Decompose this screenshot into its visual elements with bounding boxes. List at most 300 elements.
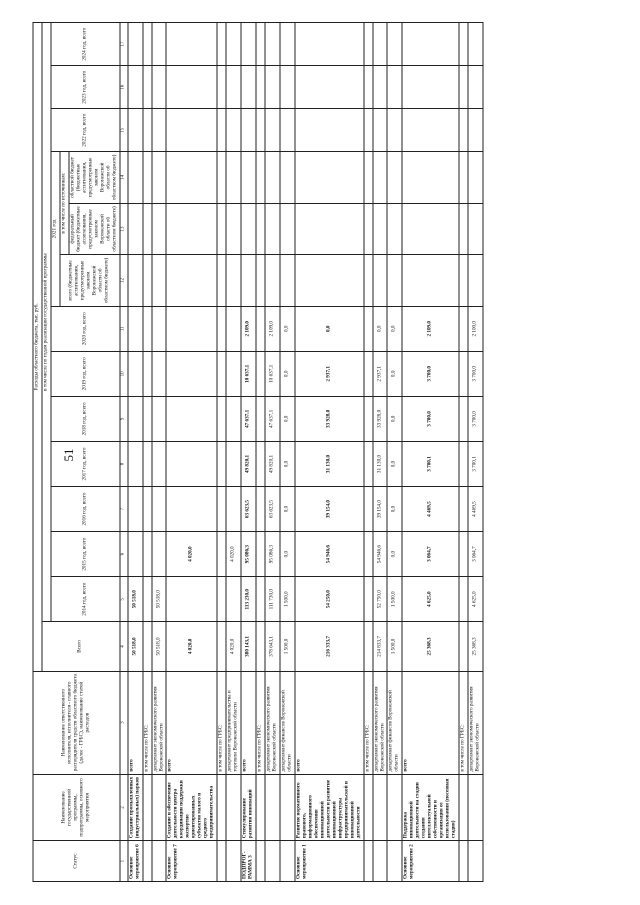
value-cell: 4 625,0: [402, 577, 459, 622]
value-cell: [217, 255, 226, 307]
status-cell: [152, 841, 167, 882]
value-cell: [152, 487, 167, 532]
value-cell: [373, 152, 388, 204]
value-cell: [295, 23, 364, 66]
status-cell: [468, 841, 483, 882]
value-cell: [241, 203, 256, 255]
value-cell: [256, 23, 265, 66]
value-cell: 2 100,0: [468, 306, 483, 351]
value-cell: [459, 577, 468, 622]
value-cell: 47 637,1: [265, 396, 280, 441]
value-cell: [280, 255, 295, 307]
value-cell: 0,0: [280, 306, 295, 351]
value-cell: 0,0: [387, 441, 402, 486]
column-number: 5: [120, 577, 128, 622]
value-cell: [143, 23, 152, 66]
value-cell: [217, 66, 226, 109]
value-cell: 0,0: [280, 351, 295, 396]
value-cell: [128, 441, 143, 486]
value-cell: 39 154,0: [295, 487, 364, 532]
value-cell: [256, 396, 265, 441]
value-cell: 0,0: [387, 396, 402, 441]
status-cell: Основное мероприятие 1: [295, 841, 364, 882]
column-number: 6: [120, 532, 128, 577]
status-cell: Основное мероприятие 6: [128, 841, 143, 882]
value-cell: [256, 203, 265, 255]
table-row: [373, 23, 388, 882]
table-row: [226, 23, 241, 882]
executor-cell: всего: [295, 671, 364, 774]
value-cell: 4 625,0: [468, 577, 483, 622]
value-cell: 2 109,0: [241, 306, 256, 351]
value-cell: [143, 577, 152, 622]
status-cell: [387, 841, 402, 882]
header-2022: 2022 год, всего: [51, 109, 120, 152]
value-cell: [373, 203, 388, 255]
value-cell: [143, 109, 152, 152]
executor-cell: в том числе по ГРБС:: [256, 671, 265, 774]
name-cell: [364, 774, 373, 841]
value-cell: [295, 109, 364, 152]
value-cell: [152, 532, 167, 577]
value-cell: 0,0: [387, 351, 402, 396]
value-cell: [256, 487, 265, 532]
value-cell: 50 518,0: [152, 622, 167, 671]
value-cell: 49 820,1: [241, 441, 256, 486]
table-row: [459, 23, 468, 882]
value-cell: [459, 532, 468, 577]
value-cell: [143, 66, 152, 109]
status-cell: Основное мероприятие 7: [166, 841, 217, 882]
value-cell: [295, 203, 364, 255]
value-cell: [265, 66, 280, 109]
header-2023: 2023 год, всего: [51, 66, 120, 109]
value-cell: [128, 351, 143, 396]
name-cell: Создание и обеспечение деятельности центра координации поддержки экспортно ориентированных субъектов малого и среднего предпринимательства: [166, 774, 217, 841]
value-cell: [280, 203, 295, 255]
value-cell: [152, 441, 167, 486]
value-cell: [402, 23, 459, 66]
value-cell: [468, 109, 483, 152]
value-cell: 47 637,1: [241, 396, 256, 441]
value-cell: [387, 152, 402, 204]
value-cell: [143, 396, 152, 441]
value-cell: [256, 306, 265, 351]
header-status: Статус: [33, 841, 120, 882]
value-cell: 39 154,0: [373, 487, 388, 532]
value-cell: 50 518,0: [128, 622, 143, 671]
value-cell: [217, 306, 226, 351]
value-cell: [280, 152, 295, 204]
value-cell: 2 937,1: [295, 351, 364, 396]
name-cell: Стимулирование развития инноваций: [241, 774, 256, 841]
column-number: 12: [120, 255, 128, 307]
value-cell: 3 064,7: [468, 532, 483, 577]
executor-cell: департамент экономического развития Воронежской области: [373, 671, 388, 774]
name-cell: [373, 774, 388, 841]
column-number: 4: [120, 622, 128, 671]
header-2019: 2019 год, всего: [51, 351, 120, 396]
value-cell: [128, 152, 143, 204]
executor-cell: всего: [241, 671, 256, 774]
name-cell: [387, 774, 402, 841]
executor-cell: всего: [402, 671, 459, 774]
value-cell: 1 500,0: [280, 577, 295, 622]
status-cell: Основное мероприятие 2: [402, 841, 459, 882]
value-cell: [364, 532, 373, 577]
value-cell: [217, 23, 226, 66]
value-cell: [152, 23, 167, 66]
value-cell: [128, 203, 143, 255]
column-number-row: [120, 23, 128, 882]
value-cell: [459, 351, 468, 396]
column-number: 15: [120, 109, 128, 152]
value-cell: 378 643,1: [265, 622, 280, 671]
value-cell: [373, 109, 388, 152]
value-cell: [226, 351, 241, 396]
value-cell: [364, 441, 373, 486]
table-row: [128, 23, 143, 882]
value-cell: 10 637,1: [265, 351, 280, 396]
header-2020: 2020 год, всего: [51, 306, 120, 351]
table-row: [468, 23, 483, 882]
value-cell: 50 518,0: [128, 577, 143, 622]
table-row: [265, 23, 280, 882]
value-cell: [166, 351, 217, 396]
value-cell: [295, 66, 364, 109]
value-cell: 0,0: [387, 306, 402, 351]
value-cell: [295, 255, 364, 307]
status-cell: [364, 841, 373, 882]
value-cell: [226, 66, 241, 109]
value-cell: 2 109,0: [402, 306, 459, 351]
value-cell: 4 020,0: [226, 622, 241, 671]
value-cell: [152, 351, 167, 396]
value-cell: 3 700,1: [468, 441, 483, 486]
name-cell: [143, 774, 152, 841]
value-cell: [226, 487, 241, 532]
executor-cell: в том числе по ГРБС:: [217, 671, 226, 774]
column-number: 9: [120, 396, 128, 441]
value-cell: [364, 577, 373, 622]
status-cell: ПОДПРОГ-РАММА 3: [241, 841, 256, 882]
value-cell: [241, 152, 256, 204]
value-cell: 25 368,3: [468, 622, 483, 671]
value-cell: 380 143,1: [241, 622, 256, 671]
value-cell: [256, 441, 265, 486]
budget-table: [33, 22, 484, 882]
value-cell: 0,0: [373, 306, 388, 351]
table-row: [143, 23, 152, 882]
page-number: 51: [61, 448, 76, 462]
value-cell: 4 020,0: [166, 532, 217, 577]
value-cell: [364, 396, 373, 441]
rotated-table-wrapper: [33, 22, 608, 882]
name-cell: [265, 774, 280, 841]
value-cell: [217, 152, 226, 204]
column-number: 8: [120, 441, 128, 486]
value-cell: [265, 109, 280, 152]
value-cell: [265, 255, 280, 307]
table-row: [402, 23, 459, 882]
value-cell: 3 700,0: [468, 351, 483, 396]
value-cell: [143, 203, 152, 255]
value-cell: [373, 23, 388, 66]
value-cell: 0,0: [280, 487, 295, 532]
value-cell: [166, 109, 217, 152]
table-row: [295, 23, 364, 882]
value-cell: [364, 66, 373, 109]
value-cell: 111 730,0: [265, 577, 280, 622]
value-cell: 2 109,0: [265, 306, 280, 351]
value-cell: 0,0: [295, 306, 364, 351]
value-cell: [402, 255, 459, 307]
value-cell: [217, 441, 226, 486]
value-cell: [226, 306, 241, 351]
value-cell: 1 500,0: [280, 622, 295, 671]
value-cell: [143, 487, 152, 532]
value-cell: [459, 622, 468, 671]
value-cell: 10 637,1: [241, 351, 256, 396]
value-cell: 4 469,5: [468, 487, 483, 532]
value-cell: [241, 66, 256, 109]
header-incl-sources: в том числе по источникам:: [60, 152, 69, 255]
value-cell: [256, 532, 265, 577]
column-number: 17: [120, 23, 128, 66]
value-cell: [226, 23, 241, 66]
value-cell: 1 500,0: [387, 577, 402, 622]
table-row: [387, 23, 402, 882]
value-cell: [152, 203, 167, 255]
value-cell: [364, 622, 373, 671]
executor-cell: департамент финансов Воронежской области: [280, 671, 295, 774]
value-cell: [387, 23, 402, 66]
value-cell: 31 130,0: [373, 441, 388, 486]
value-cell: [459, 306, 468, 351]
value-cell: 95 086,3: [265, 532, 280, 577]
header-name: Наименование государственной программы, подпрограммы, основного мероприятия: [33, 774, 120, 841]
executor-cell: в том числе по ГРБС:: [364, 671, 373, 774]
value-cell: 49 820,1: [265, 441, 280, 486]
value-cell: [217, 577, 226, 622]
value-cell: [402, 66, 459, 109]
value-cell: [468, 203, 483, 255]
value-cell: [143, 351, 152, 396]
value-cell: [373, 66, 388, 109]
header-2015: 2015 год, всего: [51, 532, 120, 577]
value-cell: [280, 23, 295, 66]
value-cell: [364, 306, 373, 351]
value-cell: [166, 396, 217, 441]
value-cell: [241, 255, 256, 307]
value-cell: 33 928,0: [295, 396, 364, 441]
executor-cell: департамент финансов Воронежской области: [387, 671, 402, 774]
value-cell: [143, 622, 152, 671]
executor-cell: департамент экономического развития Воронежской области: [152, 671, 167, 774]
value-cell: [217, 396, 226, 441]
name-cell: Поддержка инновационной деятельности на стадии создания интеллектуальной собственности и организация ее использования (посевная стадия): [402, 774, 459, 841]
header-2021: 2021 год: [51, 152, 60, 307]
header-2016: 2016 год, всего: [51, 487, 120, 532]
value-cell: [387, 255, 402, 307]
name-cell: [280, 774, 295, 841]
status-cell: [226, 841, 241, 882]
column-number: 14: [120, 152, 128, 204]
value-cell: [459, 441, 468, 486]
value-cell: [459, 23, 468, 66]
value-cell: 4 020,0: [226, 532, 241, 577]
value-cell: [226, 577, 241, 622]
value-cell: [143, 441, 152, 486]
value-cell: [256, 255, 265, 307]
value-cell: [402, 109, 459, 152]
value-cell: [387, 203, 402, 255]
header-2014: 2014 год, всего: [51, 577, 120, 622]
value-cell: [364, 203, 373, 255]
value-cell: [226, 255, 241, 307]
value-cell: [226, 396, 241, 441]
header-2018: 2018 год, всего: [51, 396, 120, 441]
value-cell: [143, 306, 152, 351]
value-cell: [265, 152, 280, 204]
value-cell: [387, 109, 402, 152]
value-cell: [128, 532, 143, 577]
value-cell: [217, 532, 226, 577]
value-cell: 63 623,5: [265, 487, 280, 532]
value-cell: [241, 109, 256, 152]
value-cell: [152, 255, 167, 307]
value-cell: 31 130,0: [295, 441, 364, 486]
value-cell: 54 250,0: [295, 577, 364, 622]
value-cell: [468, 152, 483, 204]
value-cell: [143, 532, 152, 577]
value-cell: [364, 351, 373, 396]
name-cell: [256, 774, 265, 841]
value-cell: [265, 203, 280, 255]
value-cell: [128, 487, 143, 532]
executor-cell: департамент экономического развития Воронежской области: [265, 671, 280, 774]
value-cell: [128, 306, 143, 351]
executor-cell: в том числе по ГРБС:: [143, 671, 152, 774]
table-row: [364, 23, 373, 882]
name-cell: [468, 774, 483, 841]
value-cell: [166, 577, 217, 622]
header-2024: 2024 год, всего: [51, 23, 120, 66]
value-cell: [226, 152, 241, 204]
value-cell: [166, 487, 217, 532]
value-cell: [459, 203, 468, 255]
table-row: [152, 23, 167, 882]
value-cell: [226, 441, 241, 486]
executor-cell: всего: [166, 671, 217, 774]
value-cell: [128, 396, 143, 441]
value-cell: [459, 66, 468, 109]
status-cell: [373, 841, 388, 882]
value-cell: 1 500,0: [387, 622, 402, 671]
value-cell: [295, 152, 364, 204]
column-number: 3: [120, 671, 128, 774]
value-cell: [402, 203, 459, 255]
value-cell: [364, 109, 373, 152]
value-cell: [217, 109, 226, 152]
header-2021-total: всего (бюджетные ассигнования, предусмотренные законом Воронежской области об областном бюджете): [60, 255, 120, 307]
value-cell: 52 750,0: [373, 577, 388, 622]
value-cell: [166, 255, 217, 307]
executor-cell: департамент предпринимательства и торговли Воронежской области: [226, 671, 241, 774]
value-cell: 3 700,1: [402, 441, 459, 486]
status-cell: [143, 841, 152, 882]
value-cell: [152, 152, 167, 204]
value-cell: [128, 23, 143, 66]
value-cell: [166, 66, 217, 109]
status-cell: [256, 841, 265, 882]
table-row: [166, 23, 217, 882]
value-cell: [256, 577, 265, 622]
column-number: 10: [120, 351, 128, 396]
value-cell: [217, 487, 226, 532]
value-cell: [256, 622, 265, 671]
header-total: Всего: [42, 622, 120, 671]
value-cell: [256, 66, 265, 109]
value-cell: [128, 255, 143, 307]
table-row: [280, 23, 295, 882]
value-cell: [468, 23, 483, 66]
value-cell: [143, 255, 152, 307]
executor-cell: департамент экономического развития Воронежской области: [468, 671, 483, 774]
table-row: [256, 23, 265, 882]
column-number: 1: [120, 841, 128, 882]
status-cell: [280, 841, 295, 882]
value-cell: [226, 109, 241, 152]
value-cell: [459, 109, 468, 152]
value-cell: [128, 66, 143, 109]
value-cell: [166, 152, 217, 204]
column-number: 7: [120, 487, 128, 532]
value-cell: [256, 152, 265, 204]
value-cell: 0,0: [280, 396, 295, 441]
status-cell: [217, 841, 226, 882]
status-cell: [265, 841, 280, 882]
value-cell: [387, 66, 402, 109]
value-cell: [280, 109, 295, 152]
column-number: 2: [120, 774, 128, 841]
table-body: [120, 23, 483, 882]
value-cell: [280, 66, 295, 109]
value-cell: 214 833,7: [373, 622, 388, 671]
name-cell: [226, 774, 241, 841]
value-cell: [166, 23, 217, 66]
name-cell: [459, 774, 468, 841]
header-regional: областной бюджет (бюджетные ассигнования, предусмотренные законом Воронежской области об областном бюджете): [69, 152, 120, 204]
value-cell: [364, 152, 373, 204]
status-cell: [459, 841, 468, 882]
value-cell: 4 469,5: [402, 487, 459, 532]
name-cell: [217, 774, 226, 841]
column-number: 11: [120, 306, 128, 351]
value-cell: [459, 152, 468, 204]
value-cell: [459, 255, 468, 307]
value-cell: [364, 23, 373, 66]
value-cell: 0,0: [280, 441, 295, 486]
value-cell: 33 928,0: [373, 396, 388, 441]
value-cell: 113 230,0: [241, 577, 256, 622]
value-cell: [364, 487, 373, 532]
value-cell: [402, 152, 459, 204]
column-number: 13: [120, 203, 128, 255]
value-cell: 63 623,5: [241, 487, 256, 532]
value-cell: 3 700,0: [468, 396, 483, 441]
value-cell: [256, 109, 265, 152]
